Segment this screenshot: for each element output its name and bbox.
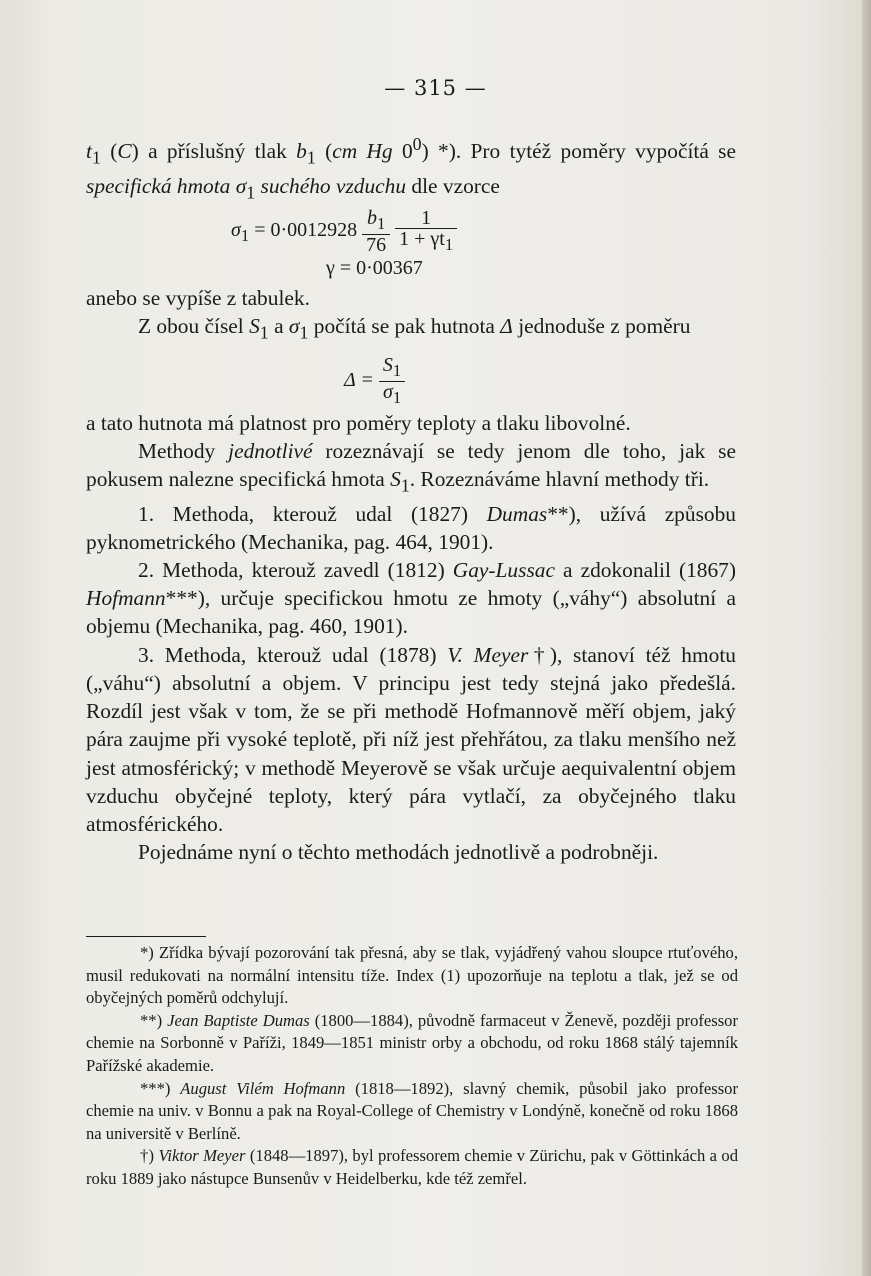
body-text (86, 130, 736, 866)
marker: ***) (140, 1078, 181, 1098)
text: . Rozeznáváme hlavní methody tři. (409, 467, 710, 492)
num: 1 (395, 208, 457, 229)
text: 0 (392, 139, 413, 164)
footnote-1: *) Zřídka bývají pozorování tak přesná, aby se tlak, vyjádřený vahou sloupce rtuťového, musil redukovati na normální intensitu tíže. Index (1) upozorňuje na teplotu a tlak, jež se od obyčejných poměrů odchylují. (86, 943, 738, 1008)
var-c: C (117, 139, 132, 164)
sub: 1 (240, 226, 250, 246)
sub: 1 (259, 322, 269, 343)
fraction-b-76 (362, 208, 390, 255)
sub: 1 (400, 475, 410, 496)
text: (1848—1897), byl professorem chemie v Zürichu, pak v Göttinkách a od roku 1889 jako nástupce Bunsenův v Heidelberku, kde též zemřel. (86, 1146, 738, 1188)
sub: 1 (444, 235, 454, 255)
coefficient: = 0·0012928 (249, 219, 363, 242)
name: August Vilém Hofmann (180, 1078, 346, 1098)
marker: **) (140, 1010, 168, 1030)
text: (1800—1884), původně farmaceut v Ženevě, později professor chemie na Sorbonně v Paříži, 1849—1851 ministr orby a obchodu, od roku 1868 stálý tajemník Pařížské akademie. (86, 1010, 738, 1075)
text: (1818—1892), slavný chemik, působil jako professor chemie na univ. v Bonnu a pak na Royal-College of Chemistry v Londýně, konečně od roku 1868 na universitě v Berlíně. (86, 1078, 738, 1143)
paragraph-4: a tato hutnota má platnost pro poměry teploty a tlaku libovolné. (86, 410, 631, 435)
footnote-2 (86, 1010, 738, 1078)
unit: cm Hg (332, 139, 393, 164)
sub: 1 (246, 181, 256, 202)
paragraph-6 (86, 500, 736, 556)
den: 76 (366, 234, 387, 257)
name: Hofmann (86, 586, 166, 611)
text: a (268, 314, 289, 339)
fraction-s-sigma (379, 355, 405, 408)
sigma: σ (231, 219, 241, 242)
text: počítá se pak hutnota (308, 314, 501, 339)
text: **), užívá způsobu pyknometrického (Mechanika, pag. 464, 1901). (86, 501, 736, 554)
text: 1. Methoda, kterouž udal (1827) (138, 501, 487, 526)
text: ***), určuje specifickou hmotu ze hmoty („váhy“) absolutní a objemu (Mechanika, pag. 460, 1901). (86, 586, 736, 639)
formula-gamma (86, 250, 736, 284)
text: a zdokonalil (1867) (554, 558, 736, 583)
text: Z obou čísel (138, 314, 250, 339)
term: specifická hmota σ (86, 173, 247, 198)
formula-sigma (86, 206, 736, 257)
page-number: — 315 — (384, 76, 487, 100)
name: Dumas (486, 501, 548, 526)
text: ) a příslušný tlak (131, 139, 297, 164)
text: Methody (138, 438, 229, 463)
text: 3. Methoda, kterouž udal (1878) (138, 642, 448, 667)
name: Jean Baptiste Dumas (167, 1010, 310, 1030)
text: ( (315, 139, 333, 164)
text: jednoduše z poměru (512, 314, 691, 339)
fraction-one-over (395, 208, 457, 255)
sub: 1 (376, 214, 386, 234)
var-s: S (390, 467, 401, 492)
paragraph-5 (86, 437, 736, 500)
name: Viktor Meyer (158, 1146, 246, 1166)
sub: 1 (392, 387, 402, 407)
name: V. Meyer (447, 642, 529, 667)
footnotes (86, 942, 738, 1191)
paragraph-3 (86, 312, 736, 346)
text: dle vzorce (406, 173, 500, 198)
paragraph-2: anebo se vypíše z tabulek. (86, 286, 310, 311)
footnote-3 (86, 1078, 738, 1146)
var-s: S (249, 314, 260, 339)
text: †), stanoví též hmotu („váhu“) absolutní a objem. V principu jest tedy stejná jako předešlá. Rozdíl jest však v tom, že se při methodě Hofmannově měří objem, jaký pára zaujme při vysoké teplotě, při níž jest přehřátou, za tlaku menšího než jest atmosférický; v methodě Meyerově se však určuje aequivalentní objem vzduchu obyčejné teploty, který pára vytlačí, za obyčejného tlaku atmosférického. (86, 642, 736, 836)
marker: †) (140, 1146, 159, 1166)
page-edge (862, 0, 871, 1276)
var-delta: Δ (500, 314, 513, 339)
sub: 1 (306, 147, 316, 168)
delta: Δ = (344, 368, 379, 391)
paragraph-7 (86, 556, 736, 641)
gamma-value: γ = 0·00367 (326, 257, 423, 280)
formula-delta (86, 347, 736, 409)
text: ( (100, 139, 118, 164)
term: suchého vzduchu (255, 173, 407, 198)
paragraph-9: Pojednáme nyní o těchto methodách jednotlivě a podrobněji. (138, 840, 659, 865)
paragraph-8 (86, 641, 736, 838)
var-t: t (86, 139, 92, 164)
name: Gay-Lussac (452, 558, 555, 583)
den: 1 + γt (399, 228, 445, 251)
text: 2. Methoda, kterouž zavedl (1812) (138, 558, 453, 583)
var-sigma: σ (288, 314, 300, 339)
sub: 1 (392, 360, 402, 380)
num: b (366, 207, 377, 230)
text: ) *). Pro tytéž poměry vypočítá se (421, 139, 736, 164)
paragraph-1 (86, 130, 736, 206)
var-b: b (296, 139, 307, 164)
num: S (382, 353, 393, 376)
text: rozeznávají se tedy jenom dle toho, jak se pokusem nalezne specifická hmota (86, 438, 737, 492)
term: jednotlivé (228, 438, 313, 463)
footnote-rule (86, 936, 206, 937)
sub: 1 (299, 322, 309, 343)
den: σ (382, 380, 393, 403)
sup: 0 (412, 134, 422, 154)
footnote-4 (86, 1145, 738, 1190)
sub: 1 (91, 147, 101, 168)
